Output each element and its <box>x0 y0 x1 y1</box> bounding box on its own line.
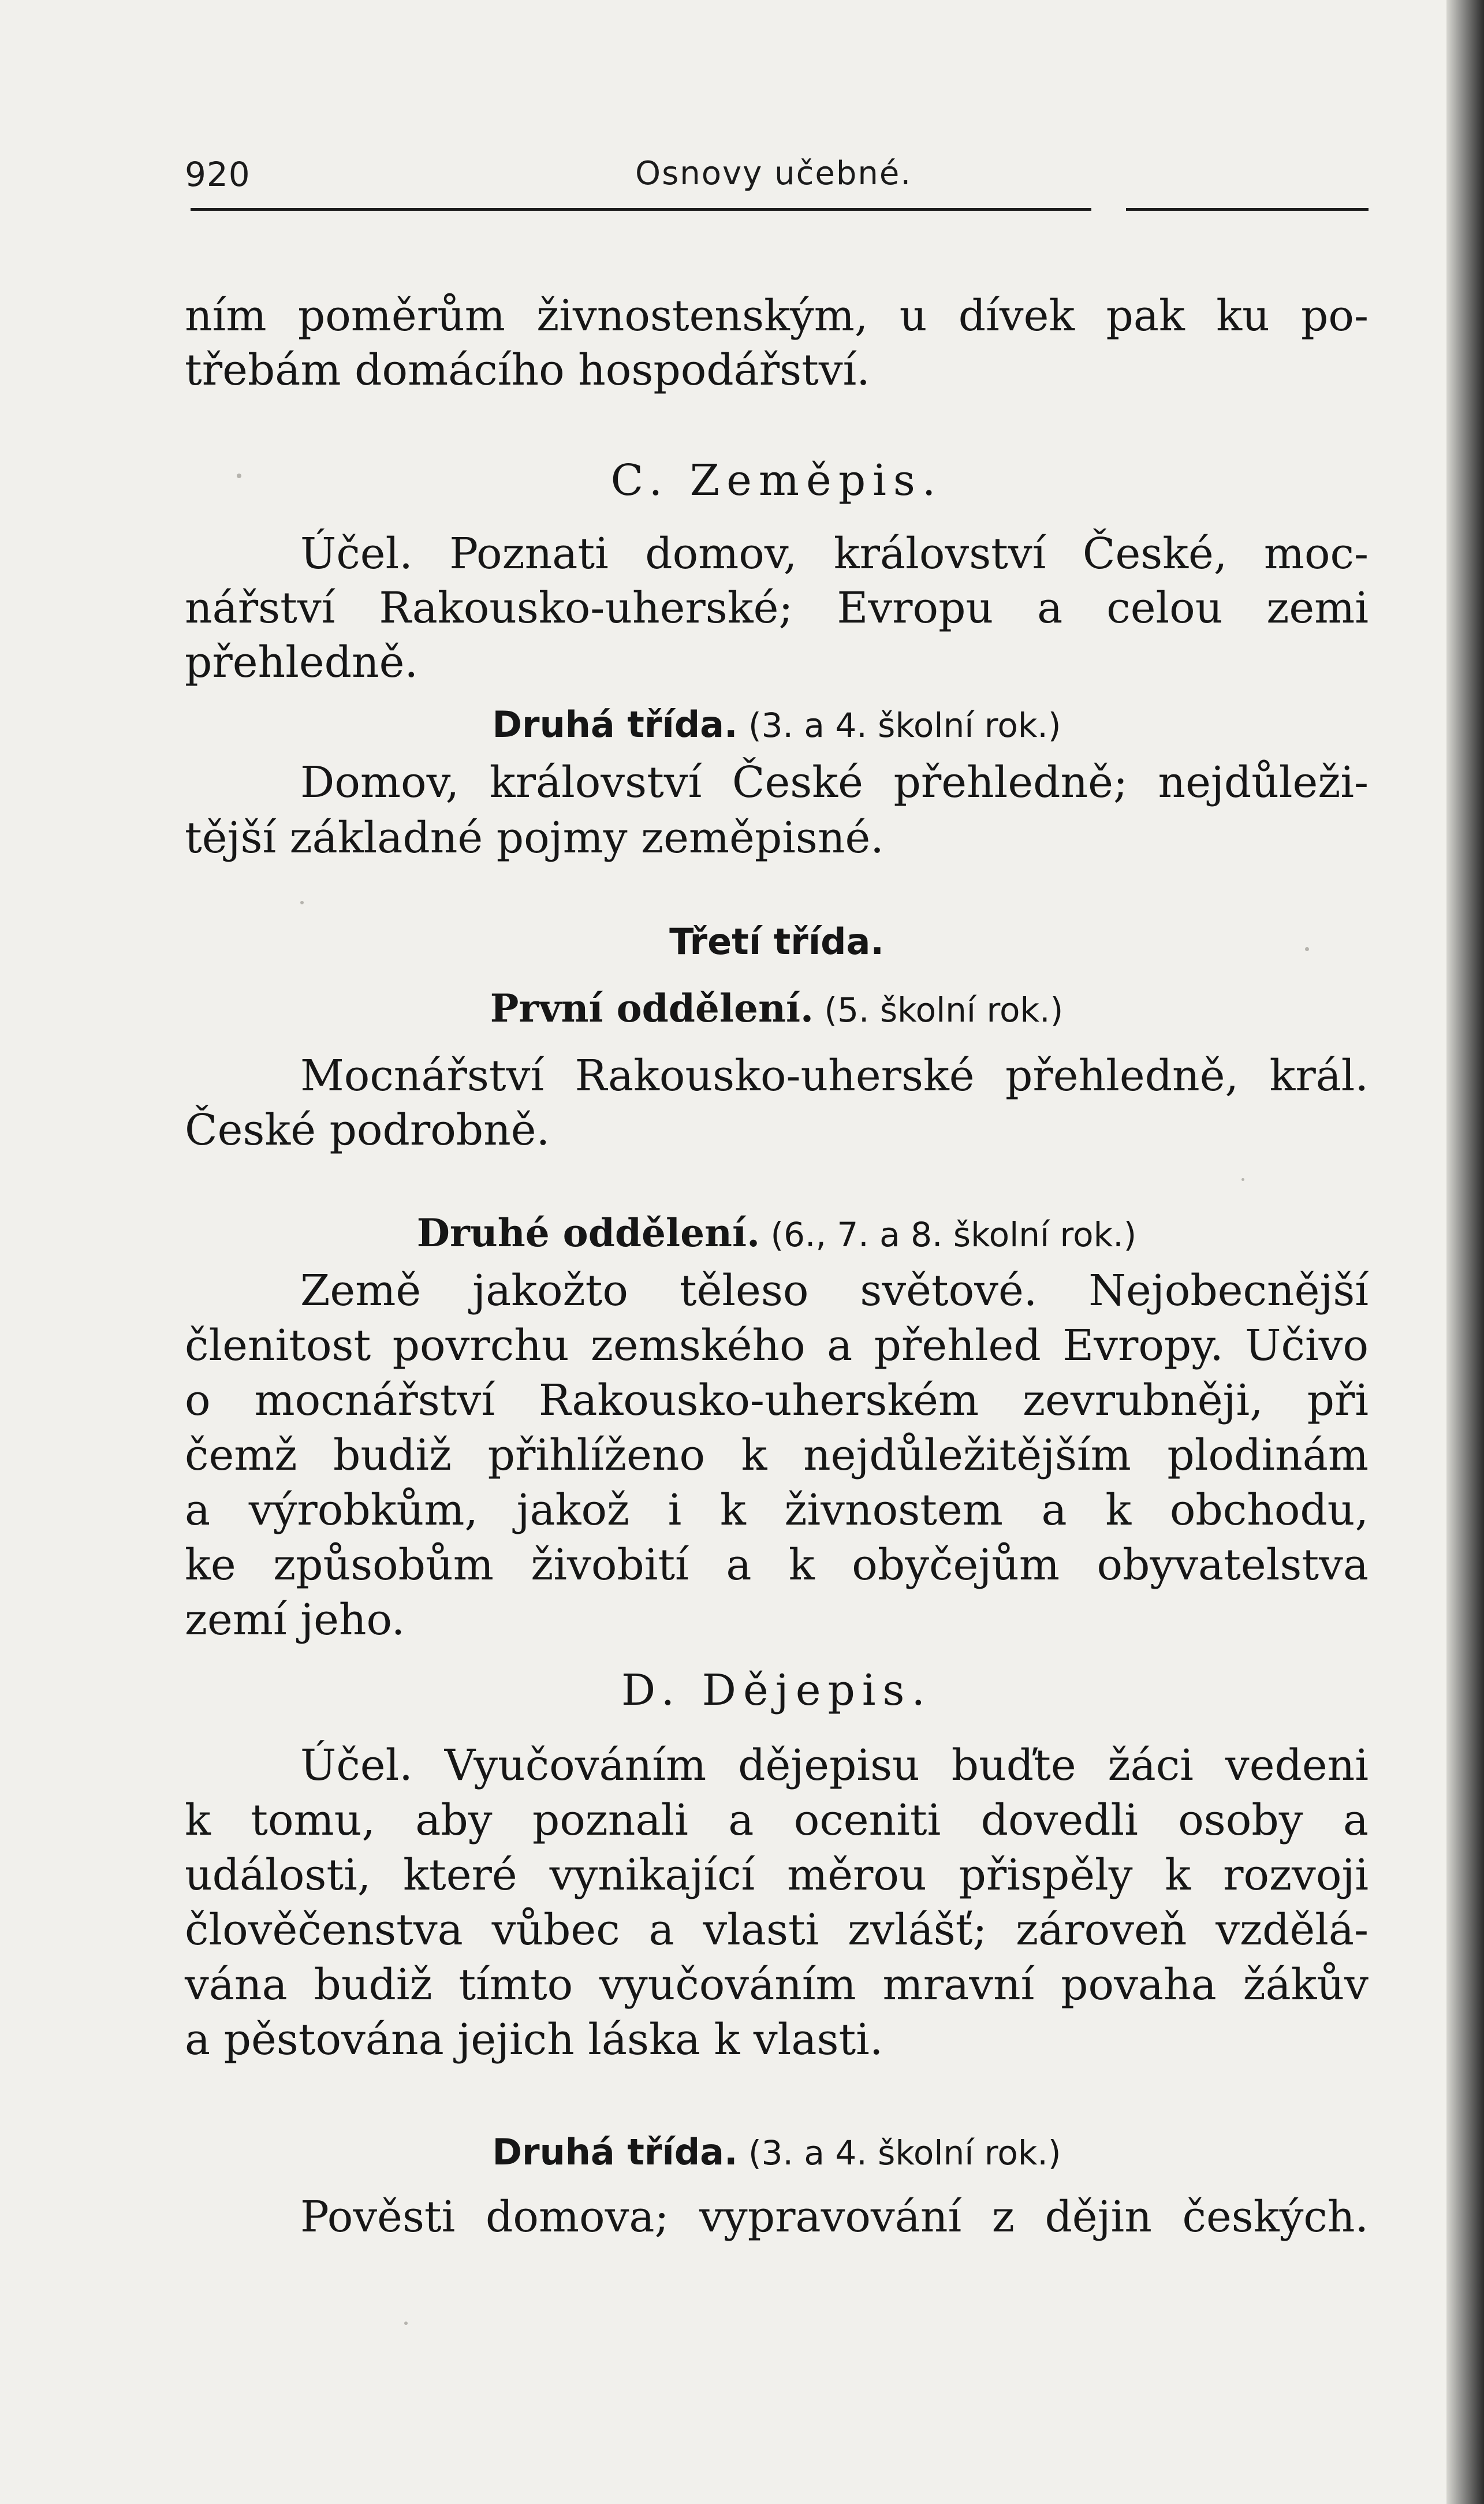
subheading <box>185 912 1369 969</box>
page-edge-shadow <box>1446 0 1484 2504</box>
text-line: přehledně. <box>185 638 419 687</box>
text-line: Země jakožto těleso světové. Nejobecnější <box>300 1266 1369 1316</box>
scan-speck <box>300 901 304 904</box>
text-line: ním poměrům živnostenským, u dívek pak ku po- <box>185 291 1369 341</box>
text-line: Mocnářství Rakousko-uherské přehledně, král. <box>300 1051 1369 1101</box>
subheading <box>185 695 1369 752</box>
text-line: ke způsobům živobití a k obyčejům obyvatelstva <box>185 1540 1369 1590</box>
running-title: Osnovy učebné. <box>635 155 912 192</box>
text-line: tější základné pojmy zeměpisné. <box>185 813 884 863</box>
text-line: čemž budiž přihlíženo k nejdůležitějším plodinám <box>185 1430 1369 1480</box>
subheading <box>185 980 1369 1037</box>
text-line: vána budiž tímto vyučováním mravní povaha žákův <box>185 1960 1369 2010</box>
scan-speck <box>1241 1178 1244 1181</box>
subheading-bold: Druhá třída. <box>492 703 738 746</box>
header-rule-right <box>1126 208 1369 211</box>
text-line: Účel. Poznati domov, království České, moc- <box>300 529 1369 579</box>
text-line: členitost povrchu zemského a přehled Evropy. Učivo <box>185 1321 1369 1370</box>
subheading <box>185 1205 1369 1262</box>
text-line: nářství Rakousko-uherské; Evropu a celou zemi <box>185 583 1369 633</box>
text-line: o mocnářství Rakousko-uherském zevrubněji, při <box>185 1376 1369 1425</box>
text-line: zemí jeho. <box>185 1595 405 1645</box>
section-heading-c: C. Zeměpis. <box>610 456 943 505</box>
text-line: třebám domácího hospodářství. <box>185 345 870 395</box>
text-line: Účel. Vyučováním dějepisu buďte žáci vedeni <box>300 1741 1369 1790</box>
scan-speck <box>237 474 241 478</box>
text-line: Domov, království České přehledně; nejdůleži- <box>300 758 1369 807</box>
subheading-rest: (6., 7. a 8. školní rok.) <box>760 1215 1137 1254</box>
text-line: události, které vynikající měrou přispěly k rozvoji <box>185 1850 1369 1900</box>
text-line: Pověsti domova; vypravování z dějin českých. <box>300 2192 1369 2242</box>
subheading-rest: (3. a 4. školní rok.) <box>737 2133 1061 2173</box>
subheading-bold: Druhá třída. <box>492 2131 738 2173</box>
subheading-bold: První oddělení. <box>490 986 814 1031</box>
text-line: České podrobně. <box>185 1105 550 1155</box>
text-line: a výrobkům, jakož i k živnostem a k obchodu, <box>185 1485 1369 1535</box>
page-number: 920 <box>185 155 251 194</box>
subheading-rest: (5. školní rok.) <box>814 990 1064 1030</box>
scan-speck <box>404 2322 408 2325</box>
text-line: člověčenstva vůbec a vlasti zvlášť; zároveň vzdělá- <box>185 1905 1369 1955</box>
header-rule-left <box>191 208 1091 211</box>
subheading-bold: Třetí třída. <box>669 921 884 963</box>
scan-speck <box>1305 947 1309 951</box>
text-line: k tomu, aby poznali a oceniti dovedli osoby a <box>185 1795 1369 1845</box>
subheading-rest: (3. a 4. školní rok.) <box>737 706 1061 745</box>
subheading-bold: Druhé oddělení. <box>416 1210 760 1255</box>
section-heading-d: D. Dějepis. <box>621 1665 933 1715</box>
subheading <box>185 2123 1369 2180</box>
text-line: a pěstována jejich láska k vlasti. <box>185 2015 883 2065</box>
